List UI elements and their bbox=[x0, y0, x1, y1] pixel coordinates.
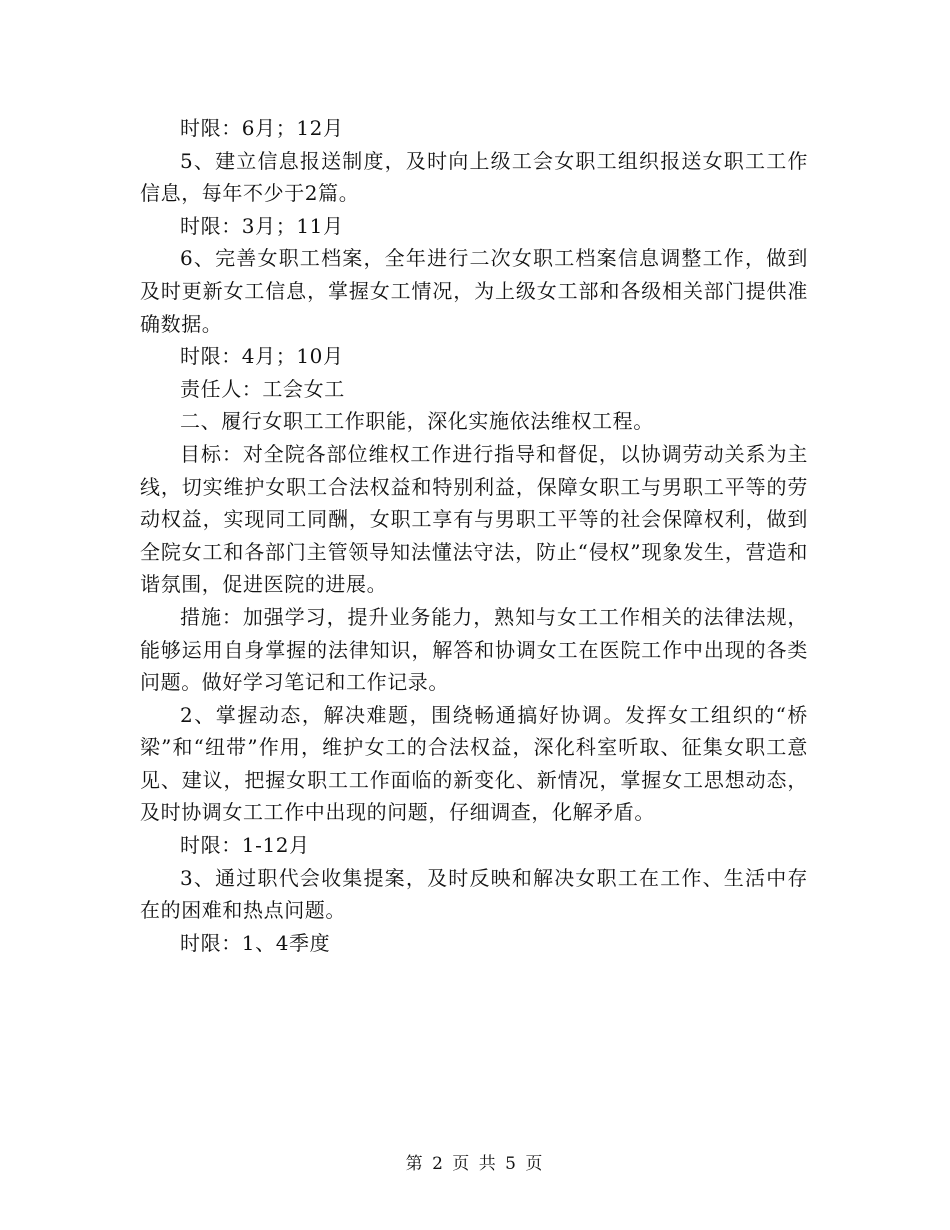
paragraph-item-5-info-reporting: 5、建立信息报送制度，及时向上级工会女职工组织报送女职工工作信息，每年不少于2篇。 bbox=[140, 148, 808, 206]
paragraph-deadline-jun-dec: 时限：6月；12月 bbox=[180, 116, 344, 140]
paragraph-responsible-person: 责任人：工会女工 bbox=[180, 376, 345, 401]
paragraph-deadline-1-12: 时限：1-12月 bbox=[180, 833, 310, 858]
paragraph-item-2-dynamics: 2、掌握动态，解决难题，围绕畅通搞好协调。发挥女工组织的“桥梁”和“纽带”作用，维护女工的合法权益，深化科室听取、征集女职工意见、建议，把握女职工工作面临的新变化、新情况，掌握女工思想动态，及时协调女工工作中出现的问题，仔细调查，化解矛盾。 bbox=[140, 702, 808, 825]
paragraph-deadline-apr-oct: 时限：4月；10月 bbox=[180, 344, 344, 369]
paragraph-item-3-proposals: 3、通过职代会收集提案，及时反映和解决女职工在工作、生活中存在的困难和热点问题。 bbox=[140, 865, 808, 923]
paragraph-goal: 目标：对全院各部位维权工作进行指导和督促，以协调劳动关系为主线，切实维护女职工合法权益和特别利益，保障女职工与男职工平等的劳动权益，实现同工同酬，女职工享有与男职工平等的社会保障权利，做到全院女工和各部门主管领导知法懂法守法，防止“侵权”现象发生，营造和谐氛围，促进医院的进展。 bbox=[140, 441, 808, 597]
page-number-footer: 第 2 页 共 5 页 bbox=[405, 1154, 545, 1174]
paragraph-item-6-archives: 6、完善女职工档案，全年进行二次女职工档案信息调整工作，做到及时更新女工信息，掌握女工情况，为上级女工部和各级相关部门提供准确数据。 bbox=[140, 246, 808, 336]
document-body bbox=[140, 112, 808, 959]
paragraph-deadline-quarters: 时限：1、4季度 bbox=[180, 930, 331, 955]
section-heading-2: 二、履行女职工工作职能，深化实施依法维权工程。 bbox=[180, 409, 654, 434]
paragraph-measures: 措施：加强学习，提升业务能力，熟知与女工工作相关的法律法规，能够运用自身掌握的法律知识，解答和协调女工在医院工作中出现的各类问题。做好学习笔记和工作记录。 bbox=[140, 604, 808, 695]
paragraph-deadline-mar-nov: 时限：3月；11月 bbox=[180, 213, 344, 238]
